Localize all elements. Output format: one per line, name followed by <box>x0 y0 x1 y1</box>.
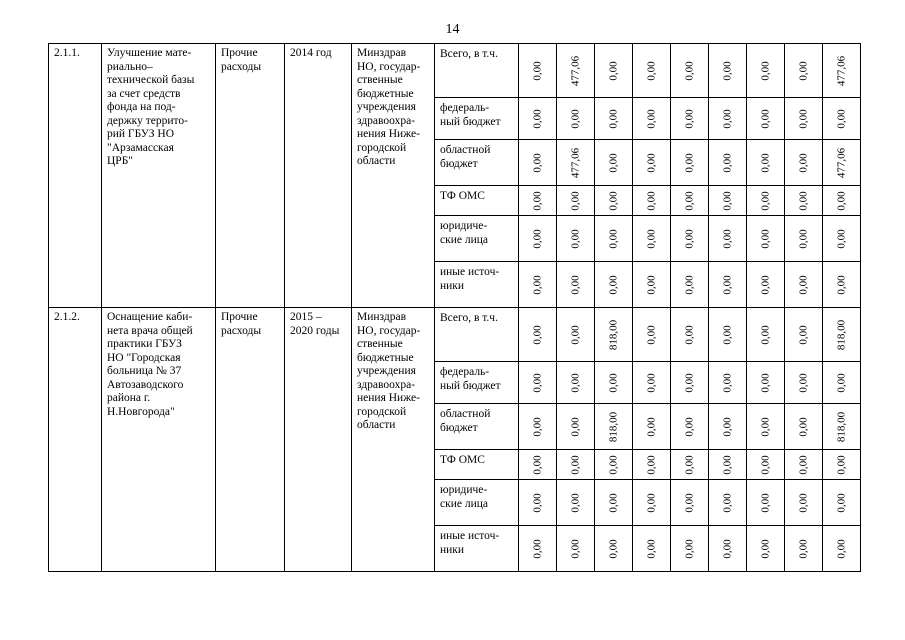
amount-value: 0,00 <box>569 416 581 437</box>
funding-source-label: юридиче- ские лица <box>440 484 488 510</box>
amount-cell <box>595 44 633 98</box>
amount-cell <box>709 98 747 140</box>
amount-cell <box>557 450 595 480</box>
amount-cell <box>671 308 709 362</box>
amount-cell <box>747 450 785 480</box>
amount-cell <box>709 362 747 404</box>
amount-cell <box>823 480 861 526</box>
amount-value: 0,00 <box>797 538 809 559</box>
amount-cell <box>747 526 785 572</box>
expense-type <box>216 308 285 572</box>
amount-value: 0,00 <box>607 190 619 211</box>
amount-cell <box>519 186 557 216</box>
amount-value: 0,00 <box>645 372 657 393</box>
amount-value: 0,00 <box>835 454 847 475</box>
amount-value: 818,00 <box>835 319 847 350</box>
amount-cell <box>633 140 671 186</box>
amount-cell <box>709 140 747 186</box>
amount-value: 0,00 <box>759 416 771 437</box>
executor-text: Минздрав НО, государ- ственные бюджетные учреждения здравоохра- нения Ниже- городской области <box>357 311 421 431</box>
amount-cell <box>519 308 557 362</box>
period-text: 2014 год <box>290 47 332 59</box>
amount-cell <box>595 216 633 262</box>
amount-value: 0,00 <box>797 190 809 211</box>
item-name <box>102 44 216 308</box>
amount-cell <box>671 140 709 186</box>
amount-value: 0,00 <box>721 324 733 345</box>
amount-cell <box>557 44 595 98</box>
amount-cell <box>557 262 595 308</box>
funding-source-label: ТФ ОМС <box>440 190 485 202</box>
amount-cell <box>595 362 633 404</box>
amount-value: 0,00 <box>683 372 695 393</box>
funding-source <box>435 186 519 216</box>
funding-source-label: иные источ- ники <box>440 266 500 292</box>
amount-cell <box>671 216 709 262</box>
amount-value: 0,00 <box>721 454 733 475</box>
amount-cell <box>633 308 671 362</box>
amount-cell <box>823 44 861 98</box>
expense-type-text: Прочие расходы <box>221 311 262 337</box>
amount-value: 0,00 <box>607 152 619 173</box>
amount-value: 0,00 <box>569 274 581 295</box>
amount-cell <box>823 262 861 308</box>
expense-type <box>216 44 285 308</box>
amount-value: 0,00 <box>759 324 771 345</box>
amount-cell <box>671 362 709 404</box>
amount-cell <box>595 308 633 362</box>
amount-value: 0,00 <box>645 60 657 81</box>
amount-value: 0,00 <box>531 372 543 393</box>
amount-cell <box>633 480 671 526</box>
amount-value: 818,00 <box>607 319 619 350</box>
amount-value: 0,00 <box>531 416 543 437</box>
amount-cell <box>519 44 557 98</box>
amount-cell <box>823 526 861 572</box>
amount-value: 0,00 <box>607 274 619 295</box>
amount-cell <box>671 262 709 308</box>
funding-source <box>435 450 519 480</box>
amount-cell <box>595 450 633 480</box>
funding-source <box>435 308 519 362</box>
amount-value: 0,00 <box>531 538 543 559</box>
amount-cell <box>633 216 671 262</box>
amount-cell <box>747 404 785 450</box>
amount-cell <box>519 140 557 186</box>
amount-value: 0,00 <box>721 372 733 393</box>
amount-value: 0,00 <box>645 274 657 295</box>
amount-value: 0,00 <box>797 416 809 437</box>
funding-source <box>435 98 519 140</box>
amount-value: 0,00 <box>645 190 657 211</box>
amount-value: 0,00 <box>759 228 771 249</box>
amount-value: 0,00 <box>721 492 733 513</box>
amount-value: 0,00 <box>645 152 657 173</box>
amount-cell <box>633 450 671 480</box>
funding-source <box>435 480 519 526</box>
amount-value: 0,00 <box>645 492 657 513</box>
amount-cell <box>595 186 633 216</box>
amount-cell <box>519 404 557 450</box>
amount-cell <box>633 404 671 450</box>
funding-source-label: областной бюджет <box>440 408 491 434</box>
amount-value: 0,00 <box>531 454 543 475</box>
amount-value: 0,00 <box>759 538 771 559</box>
amount-cell <box>823 308 861 362</box>
amount-cell <box>785 186 823 216</box>
amount-value: 0,00 <box>569 372 581 393</box>
amount-value: 0,00 <box>683 152 695 173</box>
item-name-text: Улучшение мате- риально– технической базы за счет средств фонда на под- держку террито- рий ГБУЗ НО "Арзамасская ЦРБ" <box>107 47 195 167</box>
amount-cell <box>557 140 595 186</box>
amount-value: 0,00 <box>531 190 543 211</box>
amount-value: 0,00 <box>683 416 695 437</box>
amount-cell <box>633 98 671 140</box>
amount-value: 0,00 <box>835 108 847 129</box>
amount-value: 0,00 <box>721 274 733 295</box>
amount-cell <box>633 44 671 98</box>
amount-value: 0,00 <box>683 274 695 295</box>
amount-cell <box>633 362 671 404</box>
amount-value: 0,00 <box>759 492 771 513</box>
amount-value: 0,00 <box>721 108 733 129</box>
amount-value: 0,00 <box>645 108 657 129</box>
amount-cell <box>709 526 747 572</box>
amount-value: 818,00 <box>835 411 847 442</box>
amount-value: 0,00 <box>797 60 809 81</box>
amount-value: 0,00 <box>683 538 695 559</box>
amount-value: 0,00 <box>607 228 619 249</box>
period-text: 2015 – 2020 годы <box>290 311 340 337</box>
amount-value: 477,06 <box>835 147 847 178</box>
amount-cell <box>823 216 861 262</box>
amount-cell <box>671 526 709 572</box>
funding-source <box>435 216 519 262</box>
amount-value: 0,00 <box>683 454 695 475</box>
amount-value: 0,00 <box>645 324 657 345</box>
amount-value: 0,00 <box>683 60 695 81</box>
amount-value: 0,00 <box>797 372 809 393</box>
amount-cell <box>747 186 785 216</box>
page-number: 14 <box>445 22 460 37</box>
amount-cell <box>823 404 861 450</box>
amount-value: 0,00 <box>835 538 847 559</box>
amount-cell <box>519 262 557 308</box>
funding-source-label: Всего, в т.ч. <box>440 48 498 60</box>
amount-cell <box>747 216 785 262</box>
amount-cell <box>519 98 557 140</box>
amount-cell <box>557 308 595 362</box>
funding-source <box>435 140 519 186</box>
amount-cell <box>785 480 823 526</box>
amount-value: 477,06 <box>835 55 847 86</box>
funding-source <box>435 262 519 308</box>
amount-cell <box>557 480 595 526</box>
amount-value: 0,00 <box>569 324 581 345</box>
amount-value: 0,00 <box>835 274 847 295</box>
amount-value: 0,00 <box>607 60 619 81</box>
amount-cell <box>785 308 823 362</box>
amount-value: 0,00 <box>531 228 543 249</box>
executor <box>352 44 435 308</box>
amount-cell <box>785 216 823 262</box>
amount-value: 0,00 <box>721 228 733 249</box>
amount-cell <box>671 404 709 450</box>
amount-cell <box>557 526 595 572</box>
amount-value: 0,00 <box>683 228 695 249</box>
amount-value: 0,00 <box>797 108 809 129</box>
amount-value: 0,00 <box>797 152 809 173</box>
amount-cell <box>823 140 861 186</box>
amount-cell <box>671 186 709 216</box>
amount-value: 0,00 <box>569 228 581 249</box>
amount-value: 0,00 <box>797 274 809 295</box>
amount-cell <box>633 186 671 216</box>
amount-cell <box>785 362 823 404</box>
amount-cell <box>595 262 633 308</box>
amount-cell <box>557 216 595 262</box>
item-code-text: 2.1.2. <box>54 311 80 323</box>
period <box>285 44 352 308</box>
amount-value: 0,00 <box>835 190 847 211</box>
amount-value: 0,00 <box>759 454 771 475</box>
amount-cell <box>557 404 595 450</box>
amount-value: 0,00 <box>721 538 733 559</box>
amount-cell <box>823 98 861 140</box>
amount-value: 0,00 <box>645 228 657 249</box>
amount-cell <box>709 262 747 308</box>
amount-value: 477,06 <box>569 55 581 86</box>
amount-cell <box>709 404 747 450</box>
amount-value: 0,00 <box>531 60 543 81</box>
amount-cell <box>823 186 861 216</box>
funding-source-label: Всего, в т.ч. <box>440 312 498 324</box>
amount-value: 0,00 <box>797 454 809 475</box>
amount-value: 0,00 <box>531 108 543 129</box>
amount-cell <box>557 98 595 140</box>
amount-value: 0,00 <box>569 190 581 211</box>
amount-cell <box>785 98 823 140</box>
amount-cell <box>747 480 785 526</box>
funding-source <box>435 44 519 98</box>
item-code-text: 2.1.1. <box>54 47 80 59</box>
amount-value: 0,00 <box>759 108 771 129</box>
amount-cell <box>785 404 823 450</box>
amount-value: 818,00 <box>607 411 619 442</box>
amount-cell <box>747 140 785 186</box>
amount-cell <box>785 44 823 98</box>
amount-cell <box>709 450 747 480</box>
funding-source-label: федераль- ный бюджет <box>440 366 501 392</box>
amount-cell <box>557 186 595 216</box>
amount-cell <box>823 450 861 480</box>
amount-cell <box>709 186 747 216</box>
amount-value: 0,00 <box>683 190 695 211</box>
amount-value: 0,00 <box>721 190 733 211</box>
amount-cell <box>747 362 785 404</box>
amount-value: 0,00 <box>607 538 619 559</box>
funding-source-label: иные источ- ники <box>440 530 500 556</box>
expense-type-text: Прочие расходы <box>221 47 262 73</box>
amount-cell <box>747 308 785 362</box>
amount-value: 0,00 <box>645 454 657 475</box>
amount-value: 0,00 <box>759 190 771 211</box>
amount-cell <box>519 216 557 262</box>
amount-value: 0,00 <box>835 372 847 393</box>
amount-cell <box>671 450 709 480</box>
amount-value: 0,00 <box>607 454 619 475</box>
amount-value: 0,00 <box>797 324 809 345</box>
amount-value: 0,00 <box>797 228 809 249</box>
amount-value: 0,00 <box>683 108 695 129</box>
amount-value: 0,00 <box>569 108 581 129</box>
table-row <box>49 308 861 362</box>
amount-cell <box>633 262 671 308</box>
item-code <box>49 44 102 308</box>
amount-value: 0,00 <box>721 152 733 173</box>
amount-cell <box>747 262 785 308</box>
executor <box>352 308 435 572</box>
funding-source-label: областной бюджет <box>440 144 491 170</box>
amount-value: 0,00 <box>531 152 543 173</box>
funding-source <box>435 526 519 572</box>
funding-source <box>435 404 519 450</box>
amount-cell <box>785 450 823 480</box>
amount-value: 0,00 <box>531 492 543 513</box>
amount-cell <box>595 140 633 186</box>
amount-value: 0,00 <box>569 538 581 559</box>
amount-value: 0,00 <box>531 324 543 345</box>
amount-cell <box>709 216 747 262</box>
period <box>285 308 352 572</box>
amount-cell <box>595 480 633 526</box>
amount-cell <box>519 450 557 480</box>
amount-cell <box>519 362 557 404</box>
funding-source <box>435 362 519 404</box>
amount-cell <box>785 526 823 572</box>
funding-source-label: ТФ ОМС <box>440 454 485 466</box>
amount-cell <box>633 526 671 572</box>
amount-value: 0,00 <box>645 538 657 559</box>
amount-cell <box>785 140 823 186</box>
funding-source-label: юридиче- ские лица <box>440 220 488 246</box>
amount-cell <box>671 480 709 526</box>
budget-table <box>48 43 861 572</box>
amount-cell <box>785 262 823 308</box>
amount-cell <box>519 480 557 526</box>
item-name-text: Оснащение каби- нета врача общей практики ГБУЗ НО "Городская больница № 37 Автозаводского района г. Н.Новгорода" <box>107 311 193 418</box>
amount-value: 0,00 <box>645 416 657 437</box>
amount-value: 0,00 <box>607 372 619 393</box>
amount-value: 0,00 <box>569 454 581 475</box>
amount-value: 0,00 <box>569 492 581 513</box>
amount-value: 0,00 <box>531 274 543 295</box>
amount-value: 0,00 <box>607 492 619 513</box>
amount-value: 0,00 <box>759 152 771 173</box>
amount-cell <box>747 44 785 98</box>
amount-cell <box>709 308 747 362</box>
amount-cell <box>595 98 633 140</box>
amount-value: 0,00 <box>759 274 771 295</box>
amount-cell <box>709 44 747 98</box>
amount-cell <box>557 362 595 404</box>
amount-value: 0,00 <box>607 108 619 129</box>
item-name <box>102 308 216 572</box>
amount-cell <box>671 98 709 140</box>
funding-source-label: федераль- ный бюджет <box>440 102 501 128</box>
amount-cell <box>519 526 557 572</box>
amount-value: 0,00 <box>835 492 847 513</box>
item-code <box>49 308 102 572</box>
amount-value: 0,00 <box>683 492 695 513</box>
amount-cell <box>823 362 861 404</box>
amount-value: 0,00 <box>759 372 771 393</box>
amount-value: 477,06 <box>569 147 581 178</box>
amount-cell <box>595 526 633 572</box>
amount-cell <box>747 98 785 140</box>
amount-value: 0,00 <box>759 60 771 81</box>
amount-value: 0,00 <box>835 228 847 249</box>
amount-cell <box>595 404 633 450</box>
amount-cell <box>709 480 747 526</box>
amount-value: 0,00 <box>797 492 809 513</box>
table-row <box>49 44 861 98</box>
amount-cell <box>671 44 709 98</box>
executor-text: Минздрав НО, государ- ственные бюджетные учреждения здравоохра- нения Ниже- городской области <box>357 47 421 167</box>
amount-value: 0,00 <box>721 416 733 437</box>
amount-value: 0,00 <box>721 60 733 81</box>
amount-value: 0,00 <box>683 324 695 345</box>
